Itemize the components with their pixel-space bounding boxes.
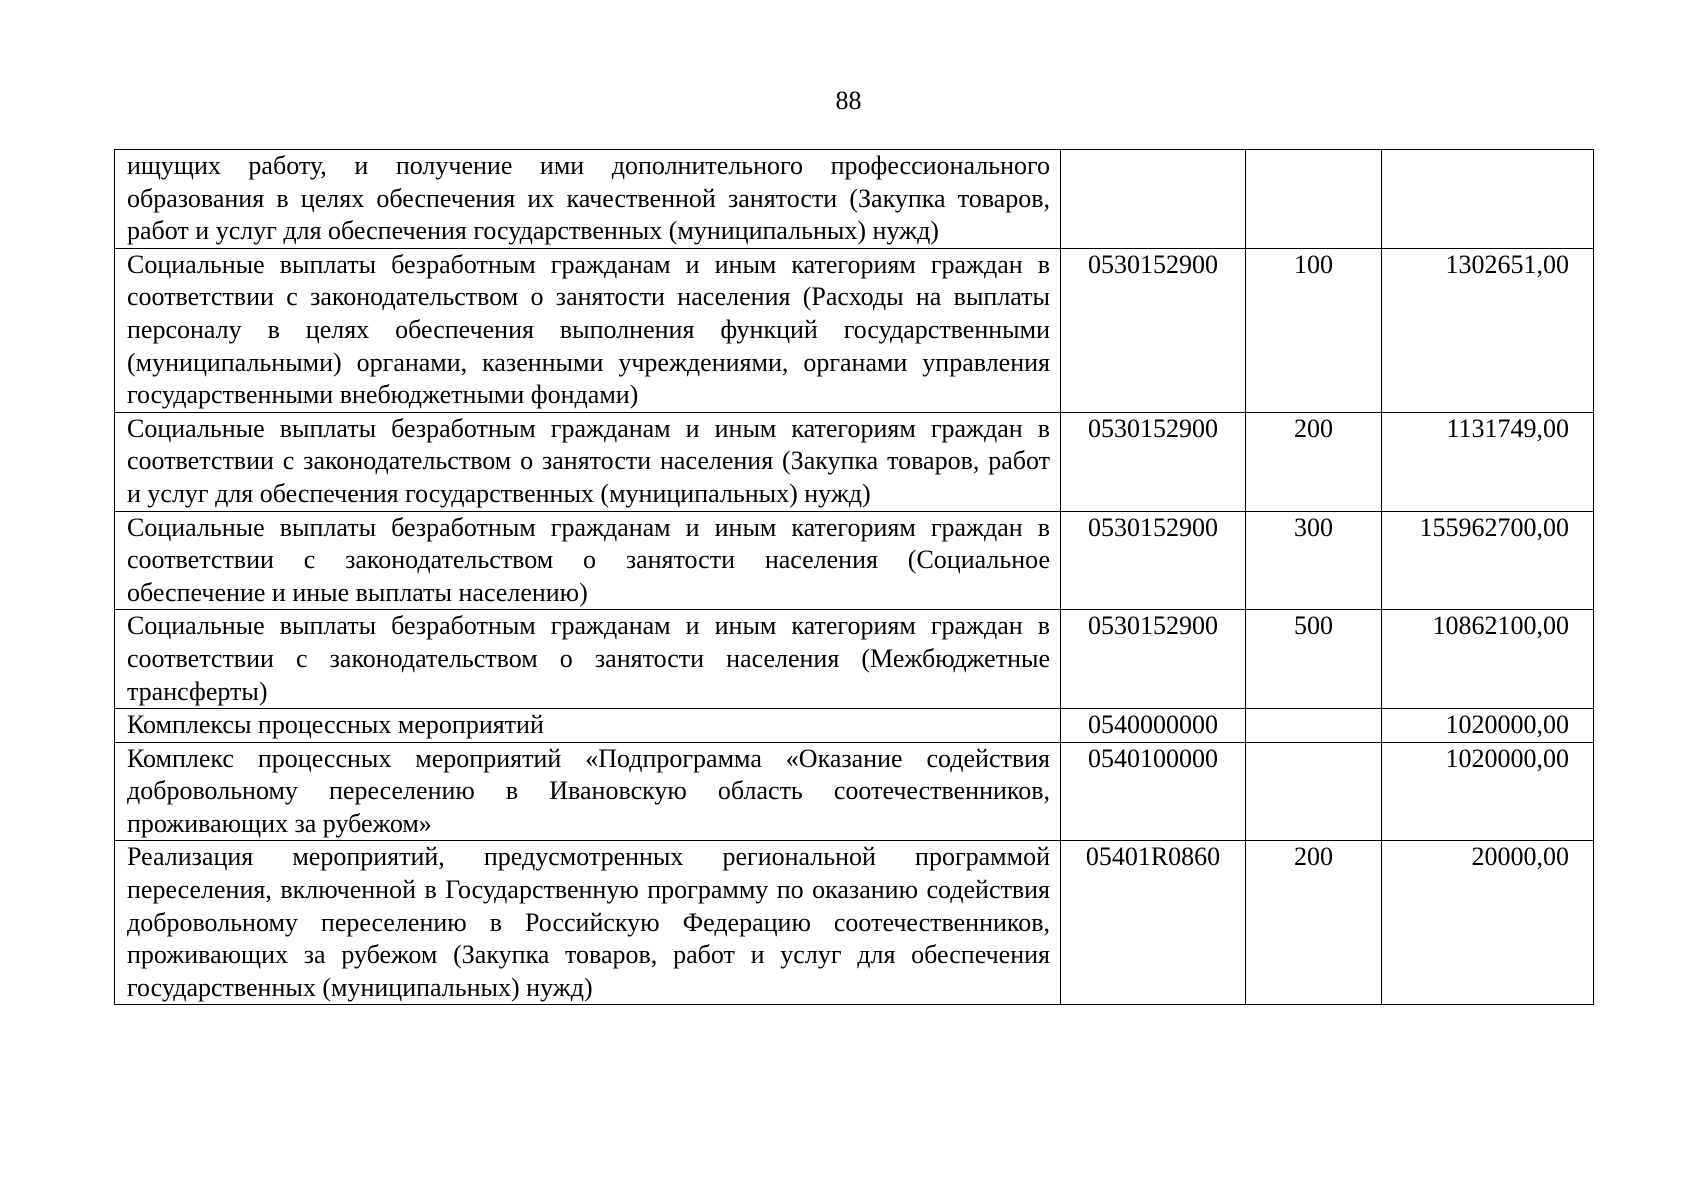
row-description: Социальные выплаты безработным гражданам и иным категориям граждан в соответствии с законодательством о занятости населения (Закупка товаров, работ и услуг для обеспечения государственных (муниципальных) нужд) [115,412,1061,511]
row-expense-type: 200 [1246,841,1382,1005]
row-description: ищущих работу, и получение ими дополнительного профессионального образования в целях обеспечения их качественной занятости (Закупка товаров, работ и услуг для обеспечения государственных (муниципальных) нужд) [115,150,1061,249]
table-row [115,709,1594,743]
table-row [115,150,1594,249]
row-expense-type: 100 [1246,248,1382,412]
row-description: Реализация мероприятий, предусмотренных региональной программой переселения, включенной в Государственную программу по оказанию содействия добровольному переселению в Российскую Федерацию соотечественников, проживающих за рубежом (Закупка товаров, работ и услуг для обеспечения государственных (муниципальных) нужд) [115,841,1061,1005]
row-amount: 10862100,00 [1382,610,1594,709]
row-amount: 1302651,00 [1382,248,1594,412]
row-expense-type: 200 [1246,412,1382,511]
row-expense-type: 300 [1246,511,1382,610]
row-target-code: 0530152900 [1061,610,1246,709]
row-amount [1382,150,1594,249]
row-target-code: 0540100000 [1061,742,1246,841]
row-target-code [1061,150,1246,249]
row-amount: 155962700,00 [1382,511,1594,610]
table-row [115,412,1594,511]
page-number: 88 [835,86,862,115]
table-row [115,511,1594,610]
row-amount: 1020000,00 [1382,709,1594,743]
row-description: Социальные выплаты безработным гражданам и иным категориям граждан в соответствии с законодательством о занятости населения (Межбюджетные трансферты) [115,610,1061,709]
row-target-code: 0530152900 [1061,248,1246,412]
row-description: Комплексы процессных мероприятий [115,709,1061,743]
row-amount: 20000,00 [1382,841,1594,1005]
row-expense-type [1246,150,1382,249]
row-description: Социальные выплаты безработным гражданам и иным категориям граждан в соответствии с законодательством о занятости населения (Социальное обеспечение и иные выплаты населению) [115,511,1061,610]
row-expense-type: 500 [1246,610,1382,709]
row-target-code: 0530152900 [1061,412,1246,511]
row-description: Социальные выплаты безработным гражданам и иным категориям граждан в соответствии с законодательством о занятости населения (Расходы на выплаты персоналу в целях обеспечения выполнения функций государственными (муниципальными) органами, казенными учреждениями, органами управления государственными внебюджетными фондами) [115,248,1061,412]
row-target-code: 0530152900 [1061,511,1246,610]
row-amount: 1131749,00 [1382,412,1594,511]
table-row [115,610,1594,709]
table-row [115,248,1594,412]
row-expense-type [1246,709,1382,743]
table-row [115,841,1594,1005]
row-description: Комплекс процессных мероприятий «Подпрограмма «Оказание содействия добровольному переселению в Ивановскую область соотечественников, проживающих за рубежом» [115,742,1061,841]
row-target-code: 0540000000 [1061,709,1246,743]
table-row [115,742,1594,841]
row-expense-type [1246,742,1382,841]
row-target-code: 05401R0860 [1061,841,1246,1005]
row-amount: 1020000,00 [1382,742,1594,841]
budget-table [114,149,1594,1005]
